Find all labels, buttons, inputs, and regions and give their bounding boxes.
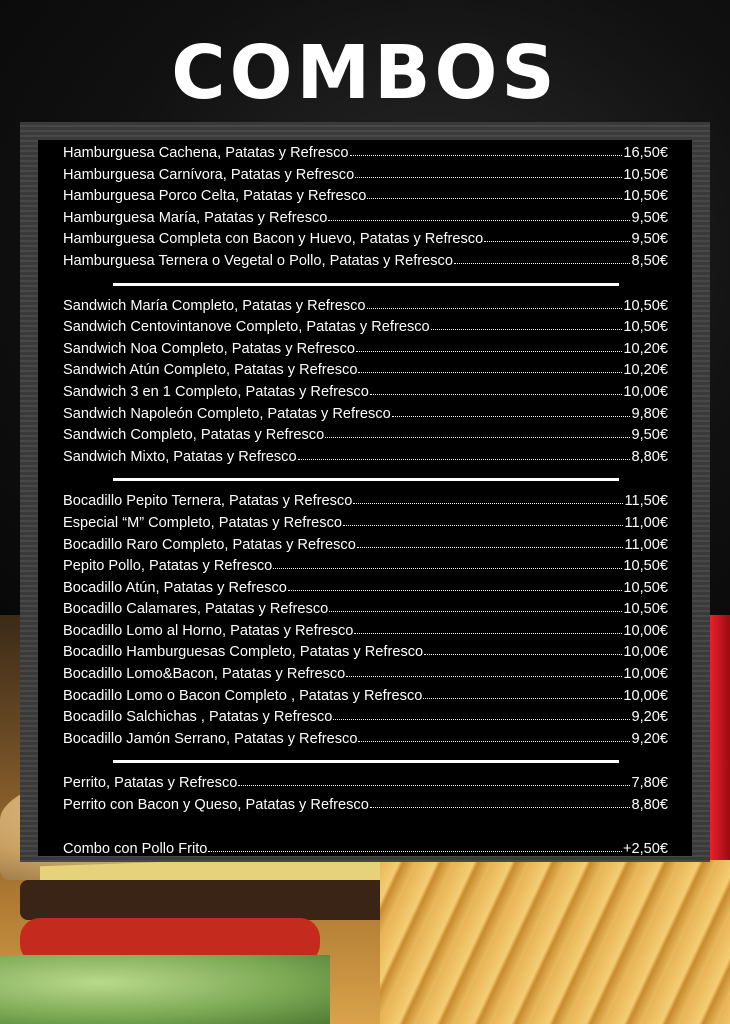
item-name: Bocadillo Calamares, Patatas y Refresco xyxy=(63,601,329,618)
menu-item xyxy=(63,229,668,251)
dot-leader xyxy=(358,731,630,742)
item-price: 10,20€ xyxy=(623,340,668,357)
dot-leader xyxy=(343,515,623,526)
item-price: 10,50€ xyxy=(623,188,668,205)
dot-leader xyxy=(346,666,622,677)
dot-leader xyxy=(298,449,631,460)
menu-item xyxy=(63,404,668,426)
item-name: Bocadillo Lomo al Horno, Patatas y Refresco xyxy=(63,622,354,639)
fries-image xyxy=(380,860,730,1024)
dot-leader xyxy=(288,580,622,591)
item-price: 10,00€ xyxy=(623,666,668,683)
section-bocadillos xyxy=(63,491,668,750)
item-price: 10,00€ xyxy=(623,687,668,704)
dot-leader xyxy=(328,210,630,221)
section-perritos xyxy=(63,773,668,816)
dot-leader xyxy=(353,493,623,504)
item-name: Hamburguesa Carnívora, Patatas y Refresco xyxy=(63,166,355,183)
item-name: Sandwich Mixto, Patatas y Refresco xyxy=(63,448,297,465)
item-name: Perrito, Patatas y Refresco xyxy=(63,775,238,792)
dot-leader xyxy=(424,644,622,655)
extra-item xyxy=(63,839,668,861)
menu-item xyxy=(63,578,668,600)
menu-item xyxy=(63,491,668,513)
dot-leader xyxy=(370,797,631,808)
menu-item xyxy=(63,425,668,447)
item-name: Hamburguesa Cachena, Patatas y Refresco xyxy=(63,145,349,161)
menu-item xyxy=(63,296,668,318)
item-name: Hamburguesa Ternera o Vegetal o Pollo, Patatas y Refresco xyxy=(63,252,453,269)
item-price: 11,00€ xyxy=(624,514,668,531)
menu-item xyxy=(63,535,668,557)
dot-leader xyxy=(273,558,622,569)
menu-item xyxy=(63,143,668,165)
item-price: 7,80€ xyxy=(631,775,668,792)
item-name: Sandwich Centovintanove Completo, Patatas y Refresco xyxy=(63,319,430,336)
section-divider xyxy=(113,478,619,481)
menu-item xyxy=(63,339,668,361)
menu-list xyxy=(63,143,668,860)
dot-leader xyxy=(357,537,624,548)
dot-leader xyxy=(350,145,623,156)
item-name: Bocadillo Atún, Patatas y Refresco xyxy=(63,579,287,596)
item-name: Bocadillo Hamburguesas Completo, Patatas y Refresco xyxy=(63,644,424,661)
item-price: 9,50€ xyxy=(631,209,668,226)
item-price: 10,50€ xyxy=(623,297,668,314)
item-name: Hamburguesa Porco Celta, Patatas y Refresco xyxy=(63,188,367,205)
menu-item xyxy=(63,642,668,664)
menu-item xyxy=(63,317,668,339)
item-price: 9,50€ xyxy=(631,231,668,248)
dot-leader xyxy=(370,384,623,395)
menu-item xyxy=(63,795,668,817)
dot-leader xyxy=(367,298,623,309)
menu-item xyxy=(63,208,668,230)
section-divider xyxy=(113,760,619,763)
menu-item xyxy=(63,707,668,729)
item-price: 10,50€ xyxy=(623,166,668,183)
item-price: 8,50€ xyxy=(631,252,668,269)
section-divider xyxy=(113,283,619,286)
item-price: 10,00€ xyxy=(623,622,668,639)
menu-item xyxy=(63,382,668,404)
dot-leader xyxy=(484,231,630,242)
item-name: Bocadillo Lomo o Bacon Completo , Patatas y Refresco xyxy=(63,687,423,704)
item-name: Hamburguesa María, Patatas y Refresco xyxy=(63,209,328,226)
dot-leader xyxy=(367,188,622,199)
section-sandwiches xyxy=(63,296,668,469)
dot-leader xyxy=(392,406,631,417)
menu-item xyxy=(63,556,668,578)
menu-item xyxy=(63,447,668,469)
extra-price: +2,50€ xyxy=(622,840,668,857)
item-name: Bocadillo Pepito Ternera, Patatas y Refresco xyxy=(63,493,353,510)
item-name: Bocadillo Lomo&Bacon, Patatas y Refresco xyxy=(63,666,346,683)
item-name: Hamburguesa Completa con Bacon y Huevo, Patatas y Refresco xyxy=(63,231,484,248)
menu-item xyxy=(63,186,668,208)
menu-item xyxy=(63,360,668,382)
item-price: 11,50€ xyxy=(624,493,668,510)
item-price: 10,00€ xyxy=(623,383,668,400)
item-name: Bocadillo Jamón Serrano, Patatas y Refresco xyxy=(63,730,358,747)
item-name: Sandwich Noa Completo, Patatas y Refresco xyxy=(63,340,356,357)
item-price: 10,50€ xyxy=(623,319,668,336)
item-price: 10,50€ xyxy=(623,579,668,596)
item-price: 10,50€ xyxy=(623,601,668,618)
item-name: Sandwich Napoleón Completo, Patatas y Refresco xyxy=(63,405,391,422)
item-price: 11,00€ xyxy=(624,536,668,553)
item-price: 8,80€ xyxy=(631,797,668,814)
item-name: Especial “M” Completo, Patatas y Refresco xyxy=(63,514,343,531)
menu-item xyxy=(63,686,668,708)
item-price: 9,80€ xyxy=(631,405,668,422)
dot-leader xyxy=(325,427,630,438)
extra-name: Combo con Pollo Frito xyxy=(63,840,208,857)
menu-item xyxy=(63,251,668,273)
dot-leader xyxy=(423,688,622,699)
item-name: Perrito con Bacon y Queso, Patatas y Refresco xyxy=(63,797,369,814)
menu-item xyxy=(63,773,668,795)
item-name: Sandwich María Completo, Patatas y Refresco xyxy=(63,297,366,314)
item-name: Sandwich 3 en 1 Completo, Patatas y Refresco xyxy=(63,383,369,400)
item-price: 9,20€ xyxy=(631,730,668,747)
item-name: Bocadillo Salchichas , Patatas y Refresco xyxy=(63,709,333,726)
item-price: 9,20€ xyxy=(631,709,668,726)
page-title: COMBOS xyxy=(171,30,559,116)
dot-leader xyxy=(355,167,622,178)
menu-item xyxy=(63,165,668,187)
dot-leader xyxy=(333,709,630,720)
item-price: 10,00€ xyxy=(623,644,668,661)
dot-leader xyxy=(354,623,622,634)
menu-item xyxy=(63,664,668,686)
dot-leader xyxy=(454,253,631,264)
burger-patty-image xyxy=(20,880,440,920)
dot-leader xyxy=(358,362,622,373)
item-name: Sandwich Completo, Patatas y Refresco xyxy=(63,427,325,444)
item-name: Pepito Pollo, Patatas y Refresco xyxy=(63,558,273,575)
dot-leader xyxy=(431,319,623,330)
dot-leader xyxy=(356,341,622,352)
item-name: Sandwich Atún Completo, Patatas y Refresco xyxy=(63,362,358,379)
dot-leader xyxy=(329,601,622,612)
menu-item xyxy=(63,621,668,643)
menu-item xyxy=(63,513,668,535)
spacer xyxy=(63,817,668,839)
item-name: Bocadillo Raro Completo, Patatas y Refresco xyxy=(63,536,356,553)
item-price: 10,20€ xyxy=(623,362,668,379)
item-price: 8,80€ xyxy=(631,448,668,465)
dot-leader xyxy=(208,841,622,852)
item-price: 9,50€ xyxy=(631,427,668,444)
item-price: 10,50€ xyxy=(623,558,668,575)
item-price: 16,50€ xyxy=(623,145,668,161)
dot-leader xyxy=(238,775,630,786)
menu-item xyxy=(63,599,668,621)
menu-item xyxy=(63,729,668,751)
section-hamburguesas xyxy=(63,143,668,273)
burger-lettuce-image xyxy=(0,955,330,1024)
